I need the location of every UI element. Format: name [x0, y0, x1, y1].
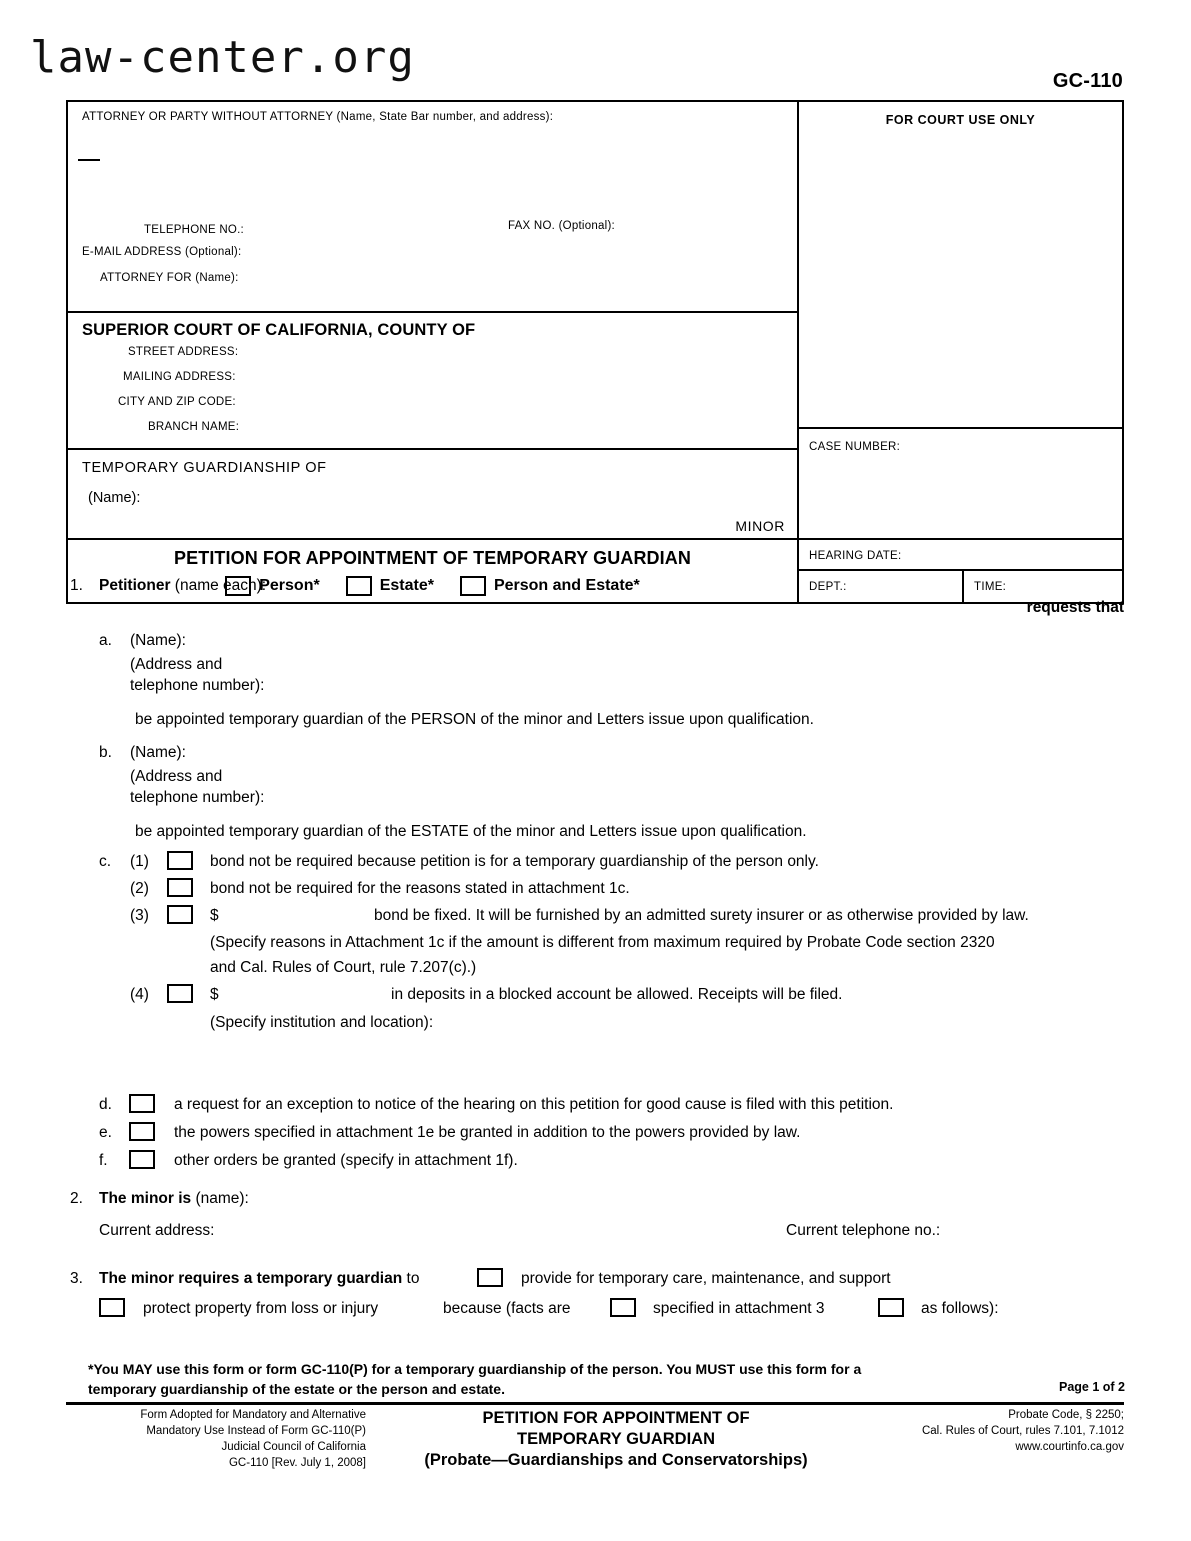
item-1-rest: (name each): — [170, 577, 267, 594]
fax-label: FAX NO. (Optional): — [508, 220, 616, 232]
item-1d — [0, 1093, 1191, 1121]
item-1b-address-line2: telephone number): — [130, 789, 265, 806]
item-1f — [0, 1149, 1191, 1187]
item-1c1 — [0, 850, 1191, 877]
footer-center-line3: (Probate—Guardianships and Conservatorships) — [424, 1451, 808, 1470]
time-label: TIME: — [974, 581, 1007, 593]
branch-name-label: BRANCH NAME: — [148, 421, 240, 433]
dept-label: DEPT.: — [809, 581, 847, 593]
item-2-number: 2. — [70, 1190, 83, 1207]
item-1a-address-line1: (Address and — [130, 656, 223, 673]
item-1b-letter: b. — [99, 744, 112, 761]
item-1b-appointment-text: be appointed temporary guardian of the ESTATE of the minor and Letters issue upon qualification. — [135, 823, 807, 840]
item-1b-appointment-text-row — [0, 822, 1191, 850]
footer-left-block — [66, 1408, 366, 1471]
item-1-number: 1. — [70, 577, 83, 594]
item-3-option1-text: provide for temporary care, maintenance, and support — [521, 1270, 891, 1287]
attorney-tick-mark — [78, 159, 100, 161]
item-1f-text: other orders be granted (specify in attachment 1f). — [174, 1152, 518, 1169]
item-1e-text: the powers specified in attachment 1e be granted in addition to the powers provided by law. — [174, 1124, 801, 1141]
guardianship-block — [68, 450, 797, 538]
hearing-date-box — [799, 540, 1122, 571]
street-address-label: STREET ADDRESS: — [128, 346, 239, 358]
item-1c3-text: bond be fixed. It will be furnished by an admitted surety insurer or as otherwise provided by law. — [374, 907, 1029, 924]
footer-center-line2: TEMPORARY GUARDIAN — [516, 1430, 715, 1449]
item-1c3-number: (3) — [130, 907, 149, 924]
footer-left-line3: Judicial Council of California — [221, 1440, 366, 1453]
footer-left-line1: Form Adopted for Mandatory and Alternative — [140, 1409, 366, 1421]
item-1-bold: Petitioner — [99, 577, 171, 594]
item-2 — [0, 1187, 1191, 1219]
page-number: Page 1 of 2 — [1059, 1380, 1125, 1394]
item-1c3-dollar-sign: $ — [210, 907, 219, 924]
form-number: GC-110 — [1052, 70, 1123, 92]
footer-center-line1: PETITION FOR APPOINTMENT OF — [482, 1409, 750, 1427]
item-3-option3-text: specified in attachment 3 — [653, 1300, 825, 1317]
item-1c1-text: bond not be required because petition is for a temporary guardianship of the person only. — [210, 853, 819, 870]
item-1c4-dollar-sign: $ — [210, 986, 219, 1003]
item-1c2-text: bond not be required for the reasons stated in attachment 1c. — [210, 880, 630, 897]
case-number-box — [799, 429, 1122, 507]
form-body — [0, 570, 1191, 1327]
hearing-date-label: HEARING DATE: — [809, 550, 902, 562]
item-1b-name-label: (Name): — [130, 744, 186, 761]
item-2-bold: The minor is — [99, 1190, 192, 1207]
footer-right-line3: www.courtinfo.ca.gov — [1015, 1440, 1124, 1453]
footnote-line1: *You MAY use this form or form GC-110(P) for a temporary guardianship of the person. You MUST use this form for a — [88, 1361, 862, 1377]
item-1c4-note-row — [0, 1011, 1191, 1093]
footer-right-line1: Probate Code, § 2250; — [1008, 1409, 1124, 1421]
item-2-current-address-label: Current address: — [99, 1222, 215, 1239]
footer-left-line4: GC-110 [Rev. July 1, 2008] — [228, 1456, 366, 1469]
item-3-to: to — [402, 1270, 420, 1287]
item-1f-letter: f. — [99, 1152, 108, 1169]
item-2-current-phone-label: Current telephone no.: — [786, 1222, 941, 1239]
item-3-because-text: because (facts are — [443, 1300, 571, 1317]
for-court-use-only-box — [799, 102, 1122, 429]
mailing-address-label: MAILING ADDRESS: — [123, 371, 236, 383]
item-1a-appointment-text-row — [0, 710, 1191, 740]
checkbox-3-as-follows[interactable] — [878, 1298, 904, 1317]
item-1d-letter: d. — [99, 1096, 112, 1113]
item-3-second-line — [0, 1297, 1191, 1327]
item-3-bold: The minor requires a temporary guardian — [99, 1270, 403, 1287]
item-2-contact-row — [0, 1219, 1191, 1267]
item-3-heading — [99, 1269, 419, 1289]
item-3 — [0, 1267, 1191, 1297]
item-1c1-number: (1) — [130, 853, 149, 870]
guardianship-of-label: TEMPORARY GUARDIANSHIP OF — [82, 460, 327, 476]
telephone-label: TELEPHONE NO.: — [144, 224, 244, 236]
checkbox-estate-label: Estate* — [379, 577, 434, 594]
site-logo: law-center.org — [30, 32, 415, 83]
item-1c3-note-line2: and Cal. Rules of Court, rule 7.207(c).) — [210, 959, 477, 976]
guardianship-name-label: (Name): — [88, 490, 141, 506]
item-1c4-note: (Specify institution and location): — [210, 1014, 434, 1031]
item-1c4 — [0, 983, 1191, 1011]
item-1d-text: a request for an exception to notice of the hearing on this petition for good cause is filed with this petition. — [174, 1096, 894, 1113]
item-1e-letter: e. — [99, 1124, 112, 1141]
checkbox-person-and-estate-label: Person and Estate* — [493, 577, 640, 594]
checkbox-1c4[interactable] — [167, 984, 193, 1003]
minor-label: MINOR — [735, 518, 785, 534]
item-1e — [0, 1121, 1191, 1149]
checkbox-1f[interactable] — [129, 1150, 155, 1169]
footnote — [88, 1359, 988, 1400]
checkbox-3-specified-attachment[interactable] — [610, 1298, 636, 1317]
item-1a-appointment-text: be appointed temporary guardian of the PERSON of the minor and Letters issue upon qualification. — [135, 711, 814, 728]
case-number-label: CASE NUMBER: — [809, 441, 901, 453]
item-1c4-text: in deposits in a blocked account be allowed. Receipts will be filed. — [391, 986, 843, 1003]
item-1c2 — [0, 877, 1191, 904]
item-1c-letter: c. — [99, 853, 112, 870]
item-1 — [0, 570, 1191, 628]
city-zip-label: CITY AND ZIP CODE: — [118, 396, 236, 408]
footer-right-line2: Cal. Rules of Court, rules 7.101, 7.1012 — [921, 1424, 1124, 1437]
checkbox-1c1[interactable] — [167, 851, 193, 870]
item-3-number: 3. — [70, 1270, 83, 1287]
checkbox-3-provide-care[interactable] — [477, 1268, 503, 1287]
telephone-line — [68, 220, 797, 238]
item-1b — [0, 740, 1191, 822]
footer-left-line2: Mandatory Use Instead of Form GC-110(P) — [146, 1424, 366, 1437]
checkbox-1c2[interactable] — [167, 878, 193, 897]
checkbox-1c3[interactable] — [167, 905, 193, 924]
court-block — [68, 313, 797, 450]
attorney-block — [68, 102, 797, 313]
item-1c3-notes — [0, 931, 1191, 983]
checkbox-3-protect-property[interactable] — [99, 1298, 125, 1317]
item-1c2-number: (2) — [130, 880, 149, 897]
email-label: E-MAIL ADDRESS (Optional): — [82, 246, 242, 258]
for-court-use-only-label: FOR COURT USE ONLY — [885, 113, 1036, 127]
checkbox-1e[interactable] — [129, 1122, 155, 1141]
item-2-rest: (name): — [191, 1190, 249, 1207]
attorney-label: ATTORNEY OR PARTY WITHOUT ATTORNEY (Name, State Bar number, and address): — [82, 111, 554, 123]
item-1a-name-label: (Name): — [130, 632, 186, 649]
footer-right-block — [844, 1408, 1124, 1456]
item-1a-letter: a. — [99, 632, 112, 649]
requests-that-label: requests that — [1026, 599, 1124, 616]
item-2-heading — [99, 1189, 249, 1209]
footer-center-block — [376, 1408, 856, 1471]
item-3-option2-text: protect property from loss or injury — [143, 1300, 379, 1317]
item-1a — [0, 628, 1191, 710]
court-title: SUPERIOR COURT OF CALIFORNIA, COUNTY OF — [82, 321, 476, 339]
form-header-table — [66, 100, 1124, 604]
footnote-line2: temporary guardianship of the estate or the person and estate. — [88, 1381, 505, 1398]
item-1-heading — [99, 576, 266, 596]
item-1a-address-line2: telephone number): — [130, 677, 265, 694]
item-1c4-number: (4) — [130, 986, 149, 1003]
petition-title: PETITION FOR APPOINTMENT OF TEMPORARY GUARDIAN — [174, 548, 691, 568]
item-1c3 — [0, 904, 1191, 931]
item-3-option4-text: as follows): — [921, 1300, 999, 1317]
checkbox-1d[interactable] — [129, 1094, 155, 1113]
item-1b-address-line1: (Address and — [130, 768, 223, 785]
page-footer — [66, 1408, 1124, 1488]
checkbox-person-label: Person* — [259, 577, 320, 594]
item-1c3-note-line1: (Specify reasons in Attachment 1c if the amount is different from maximum required by Probate Code section 2320 — [210, 934, 995, 951]
attorney-for-label: ATTORNEY FOR (Name): — [100, 272, 239, 284]
footer-divider — [66, 1402, 1124, 1405]
